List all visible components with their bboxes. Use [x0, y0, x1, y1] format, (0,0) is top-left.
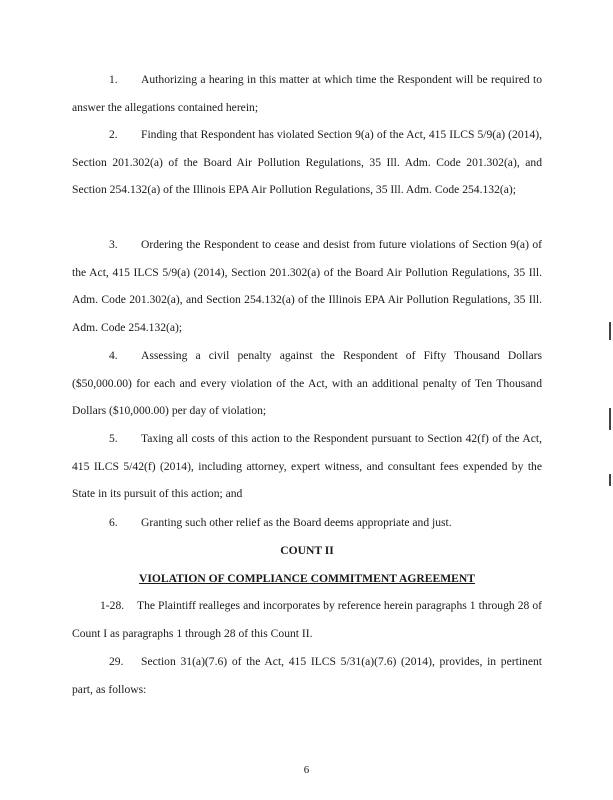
count-paragraph-29	[72, 648, 542, 703]
count-title: VIOLATION OF COMPLIANCE COMMITMENT AGREEMENT	[138, 572, 476, 585]
scan-edge-mark	[609, 474, 611, 486]
scan-edge-mark	[609, 322, 611, 340]
paragraph-text: Taxing all costs of this action to the Respondent pursuant to Section 42(f) of the Act, 415 ILCS 5/42(f) (2014), including attorney, expert witness, and consultant fees expended by the State in its pursuit of this action; and	[72, 432, 542, 501]
paragraph-text: Finding that Respondent has violated Section 9(a) of the Act, 415 ILCS 5/9(a) (2014), Section 201.302(a) of the Board Air Pollution Regulations, 35 Ill. Adm. Code 201.302(a), and Section 254.132(a) of the Illinois EPA Air Pollution Regulations, 35 Ill. Adm. Code 254.132(a);	[72, 128, 542, 197]
prayer-paragraph-6	[72, 509, 542, 537]
prayer-paragraph-2	[72, 121, 542, 204]
paragraph-text: Section 31(a)(7.6) of the Act, 415 ILCS 5/31(a)(7.6) (2014), provides, in pertinent part, as follows:	[72, 655, 542, 696]
paragraph-text: Assessing a civil penalty against the Respondent of Fifty Thousand Dollars ($50,000.00) for each and every violation of the Act, with an additional penalty of Ten Thousand Dollars ($10,000.00) per day of violation;	[72, 349, 542, 418]
paragraph-number: 6.	[109, 516, 118, 529]
paragraph-number: 5.	[109, 432, 118, 445]
paragraph-number: 3.	[109, 238, 118, 251]
prayer-paragraph-5	[72, 425, 542, 508]
page-number: 6	[303, 764, 310, 776]
paragraph-number: 1.	[109, 73, 118, 86]
paragraph-text: The Plaintiff realleges and incorporates by reference herein paragraphs 1 through 28 of Count I as paragraphs 1 through 28 of this Count II.	[72, 599, 542, 640]
paragraph-number: 4.	[109, 349, 118, 362]
paragraph-text: Ordering the Respondent to cease and desist from future violations of Section 9(a) of the Act, 415 ILCS 5/9(a) (2014), Section 201.302(a) of the Board Air Pollution Regulations, 35 Ill. Adm. Code 201.302(a), and Section 254.132(a) of the Illinois EPA Air Pollution Regulations, 35 Ill. Adm. Code 254.132(a);	[72, 238, 542, 335]
count-heading: COUNT II	[280, 544, 334, 557]
paragraph-text: Granting such other relief as the Board deems appropriate and just.	[141, 516, 452, 529]
paragraph-number: 29.	[109, 655, 124, 668]
paragraph-number: 2.	[109, 128, 118, 141]
prayer-paragraph-4	[72, 342, 542, 425]
paragraph-text: Authorizing a hearing in this matter at which time the Respondent will be required to answer the allegations contained herein;	[72, 73, 542, 114]
scan-edge-mark	[609, 408, 611, 430]
paragraph-number: 1-28.	[100, 599, 125, 612]
prayer-paragraph-1	[72, 66, 542, 121]
prayer-paragraph-3	[72, 231, 542, 342]
count-paragraph-1-28	[72, 592, 542, 647]
